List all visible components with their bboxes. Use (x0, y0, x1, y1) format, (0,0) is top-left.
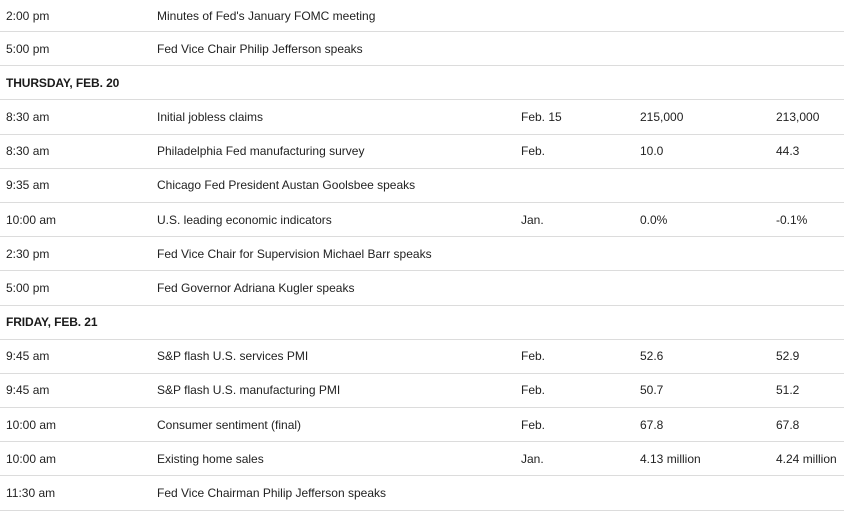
table-row (0, 374, 844, 408)
event-name: S&P flash U.S. manufacturing PMI (157, 383, 341, 398)
table-row (0, 32, 844, 66)
table-row (0, 0, 844, 32)
event-time: 5:00 pm (6, 41, 50, 56)
event-forecast: 50.7 (640, 383, 664, 398)
table-row (0, 135, 844, 169)
event-time: 2:00 pm (6, 8, 50, 23)
event-previous: 44.3 (776, 144, 800, 159)
table-row (0, 237, 844, 271)
event-period: Feb. 15 (521, 109, 562, 124)
event-name: Minutes of Fed's January FOMC meeting (157, 8, 376, 23)
table-row (0, 203, 844, 237)
event-time: 8:30 am (6, 144, 50, 159)
day-header-row (0, 66, 844, 100)
event-forecast: 0.0% (640, 212, 668, 227)
event-time: 9:45 am (6, 349, 50, 364)
event-name: S&P flash U.S. services PMI (157, 349, 309, 364)
event-time: 11:30 am (6, 486, 56, 501)
event-previous: -0.1% (776, 212, 808, 227)
table-row (0, 271, 844, 305)
event-forecast: 52.6 (640, 349, 664, 364)
event-period: Jan. (521, 451, 544, 466)
event-time: 10:00 am (6, 212, 57, 227)
event-previous: 52.9 (776, 349, 800, 364)
table-row (0, 476, 844, 510)
event-name: Initial jobless claims (157, 109, 264, 124)
event-time: 10:00 am (6, 451, 57, 466)
event-name: Existing home sales (157, 451, 264, 466)
event-time: 8:30 am (6, 109, 50, 124)
day-header: THURSDAY, FEB. 20 (6, 75, 120, 90)
event-time: 9:45 am (6, 383, 50, 398)
event-name: Fed Vice Chair for Supervision Michael Barr speaks (157, 246, 432, 261)
event-time: 2:30 pm (6, 246, 50, 261)
day-header: FRIDAY, FEB. 21 (6, 315, 98, 330)
event-time: 10:00 am (6, 417, 57, 432)
event-forecast: 10.0 (640, 144, 664, 159)
event-previous: 4.24 million (776, 451, 837, 466)
table-row (0, 169, 844, 203)
table-row (0, 340, 844, 374)
event-previous: 51.2 (776, 383, 800, 398)
event-forecast: 215,000 (640, 109, 684, 124)
event-forecast: 67.8 (640, 417, 664, 432)
event-name: Fed Vice Chairman Philip Jefferson speaks (157, 486, 387, 501)
day-header-row (0, 306, 844, 340)
event-previous: 67.8 (776, 417, 800, 432)
event-name: Fed Vice Chair Philip Jefferson speaks (157, 41, 363, 56)
table-row (0, 442, 844, 476)
event-name: Consumer sentiment (final) (157, 417, 302, 432)
event-period: Feb. (521, 349, 546, 364)
event-name: Fed Governor Adriana Kugler speaks (157, 280, 355, 295)
event-name: Philadelphia Fed manufacturing survey (157, 144, 365, 159)
event-name: U.S. leading economic indicators (157, 212, 332, 227)
event-period: Feb. (521, 144, 546, 159)
event-period: Jan. (521, 212, 544, 227)
event-time: 5:00 pm (6, 280, 50, 295)
event-time: 9:35 am (6, 178, 50, 193)
table-row (0, 408, 844, 442)
table-row (0, 100, 844, 134)
event-forecast: 4.13 million (640, 451, 701, 466)
event-period: Feb. (521, 417, 546, 432)
event-name: Chicago Fed President Austan Goolsbee speaks (157, 178, 416, 193)
event-period: Feb. (521, 383, 546, 398)
event-previous: 213,000 (776, 109, 820, 124)
